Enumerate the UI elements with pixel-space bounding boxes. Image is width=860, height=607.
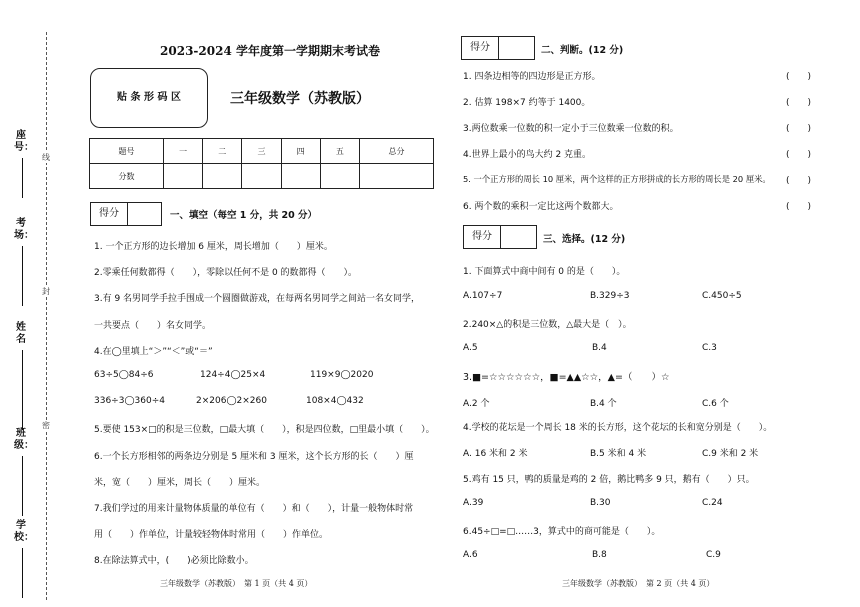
compare-item: 108×4◯432 [306, 396, 364, 406]
judge-item-2: 2. 估算 198×7 约等于 1400。 [463, 98, 591, 108]
judge-answer-bracket[interactable]: ( ) [786, 202, 812, 212]
choice-option[interactable]: C.3 [702, 343, 717, 353]
fill-question-3-cont: 一共要点（ ）名女同学。 [94, 321, 212, 331]
compare-item: 124÷4◯25×4 [200, 370, 266, 380]
seat-line [22, 158, 23, 198]
judge-answer-bracket[interactable]: ( ) [786, 150, 812, 160]
choice-question-4: 4.学校的花坛是一个周长 18 米的长方形，这个花坛的长和宽分别是（ ）。 [463, 423, 773, 433]
judge-item-5: 5. 一个正方形的周长 10 厘米，两个这样的正方形拼成的长方形的周长是 20 厘米。 [463, 174, 771, 184]
score-box-section1[interactable] [90, 202, 162, 226]
choice-question-3: 3.■=☆☆☆☆☆☆，■=▲▲☆☆，▲=（ ）☆ [463, 372, 670, 383]
score-table-header: 二 [203, 139, 242, 164]
score-cell[interactable] [242, 164, 281, 189]
judge-item-1: 1. 四条边相等的四边形是正方形。 [463, 72, 601, 82]
binding-char-secret: 密 [42, 421, 50, 430]
score-table-header: 三 [242, 139, 281, 164]
choice-question-6: 6.45÷□=□……3，算式中的商可能是（ ）。 [463, 527, 661, 537]
fill-question-7-cont: 用（ ）作单位，计量较轻物体时常用（ ）作单位。 [94, 530, 329, 540]
name-label: 姓名 [16, 322, 26, 345]
footer-left: 三年级数学（苏教版） 第 1 页（共 4 页） [160, 579, 313, 588]
compare-item: 336÷3◯360÷4 [94, 396, 165, 406]
score-box-label: 得分 [462, 37, 499, 59]
judge-answer-bracket[interactable]: ( ) [786, 124, 812, 134]
fill-question-2: 2.零乘任何数都得（ ），零除以任何不是 0 的数都得（ ）。 [94, 268, 358, 278]
choice-option[interactable]: C.9 [706, 550, 721, 560]
class-line [22, 456, 23, 516]
judge-answer-bracket[interactable]: ( ) [786, 176, 812, 186]
score-row-label: 分数 [90, 164, 164, 189]
section1-title: 一、填空（每空 1 分，共 20 分） [170, 210, 318, 221]
choice-option[interactable]: B.30 [590, 498, 611, 508]
judge-answer-bracket[interactable]: ( ) [786, 72, 812, 82]
judge-item-3: 3.两位数乘一位数的积一定小于三位数乘一位数的积。 [463, 124, 679, 134]
exam-room-line [22, 246, 23, 306]
score-table-header: 一 [164, 139, 203, 164]
class-label: 班级： [14, 428, 34, 451]
fill-question-3: 3.有 9 名男同学手拉手围成一个圆圈做游戏，在每两名男同学之间站一名女同学， [94, 294, 421, 304]
compare-item: 119×9◯2020 [310, 370, 374, 380]
score-cell[interactable] [281, 164, 320, 189]
judge-item-6: 6. 两个数的乘积一定比这两个数都大。 [463, 202, 619, 212]
seat-label: 座号： [14, 130, 34, 153]
choice-option[interactable]: B.8 [592, 550, 607, 560]
judge-answer-bracket[interactable]: ( ) [786, 98, 812, 108]
choice-option[interactable]: C.6 个 [702, 399, 729, 409]
choice-option[interactable]: B.5 米和 4 米 [590, 449, 647, 459]
score-table-score-row [90, 164, 434, 189]
choice-option[interactable]: C.9 米和 2 米 [702, 449, 759, 459]
judge-item-4: 4.世界上最小的鸟大约 2 克重。 [463, 150, 592, 160]
binding-char-seal: 封 [42, 287, 50, 296]
fill-question-6-cont: 米，宽（ ）厘米，周长（ ）厘米。 [94, 478, 266, 488]
choice-option[interactable]: B.4 个 [590, 399, 617, 409]
choice-question-1: 1. 下面算式中商中间有 0 的是（ ）。 [463, 267, 626, 277]
choice-option[interactable]: A.6 [463, 550, 478, 560]
score-table-header-row [90, 139, 434, 164]
name-line [22, 350, 23, 430]
school-label: 学校： [14, 520, 34, 543]
score-box-section3[interactable] [463, 225, 537, 249]
score-cell[interactable] [320, 164, 359, 189]
score-cell[interactable] [203, 164, 242, 189]
school-line [22, 548, 23, 598]
compare-item: 2×206◯2×260 [196, 396, 267, 406]
barcode-label: 贴 条 形 码 区 [117, 92, 181, 103]
fill-question-8: 8.在除法算式中，( )必须比除数小。 [94, 556, 254, 566]
choice-question-2: 2.240×△的积是三位数，△最大是（ ）。 [463, 320, 632, 330]
subject-title: 三年级数学（苏教版） [230, 91, 370, 107]
score-box-label: 得分 [464, 226, 501, 248]
choice-option[interactable]: B.329÷3 [590, 291, 630, 301]
score-box-label: 得分 [91, 203, 128, 225]
compare-item: 63÷5◯84÷6 [94, 370, 154, 380]
section2-title: 二、判断。(12 分) [541, 45, 624, 56]
choice-option[interactable]: A.2 个 [463, 399, 490, 409]
score-box-section2[interactable] [461, 36, 535, 60]
choice-question-5: 5.鸡有 15 只，鸭的质量是鸡的 2 倍，鹅比鸭多 9 只，鹅有（ ）只。 [463, 475, 755, 485]
fill-question-4: 4.在◯里填上“＞”“＜”或“＝” [94, 347, 213, 357]
choice-option[interactable]: A.39 [463, 498, 484, 508]
score-table-header: 总分 [359, 139, 433, 164]
score-table-header: 四 [281, 139, 320, 164]
choice-option[interactable]: B.4 [592, 343, 607, 353]
binding-line [46, 32, 47, 600]
barcode-area [90, 68, 208, 128]
fill-question-1: 1. 一个正方形的边长增加 6 厘米，周长增加（ ）厘米。 [94, 242, 333, 252]
score-table [89, 138, 434, 189]
choice-option[interactable]: A.5 [463, 343, 478, 353]
binding-char-line: 线 [42, 153, 50, 162]
choice-option[interactable]: A. 16 米和 2 米 [463, 449, 528, 459]
score-cell[interactable] [164, 164, 203, 189]
footer-right: 三年级数学（苏教版） 第 2 页（共 4 页） [562, 579, 715, 588]
choice-option[interactable]: C.450÷5 [702, 291, 742, 301]
fill-question-6: 6.一个长方形相邻的两条边分别是 5 厘米和 3 厘米，这个长方形的长（ ）厘 [94, 452, 414, 462]
exam-room-label: 考场： [14, 218, 34, 241]
choice-option[interactable]: C.24 [702, 498, 723, 508]
score-cell[interactable] [359, 164, 433, 189]
score-table-header: 题号 [90, 139, 164, 164]
choice-option[interactable]: A.107÷7 [463, 291, 503, 301]
section3-title: 三、选择。(12 分) [543, 234, 626, 245]
fill-question-7: 7.我们学过的用来计量物体质量的单位有（ ）和（ ），计量一般物体时常 [94, 504, 414, 514]
exam-title: 2023-2024 学年度第一学期期末考试卷 [160, 44, 380, 58]
fill-question-5: 5.要使 153×□的积是三位数，□最大填（ ），积是四位数，□里最小填（ ）。 [94, 425, 435, 435]
score-table-header: 五 [320, 139, 359, 164]
